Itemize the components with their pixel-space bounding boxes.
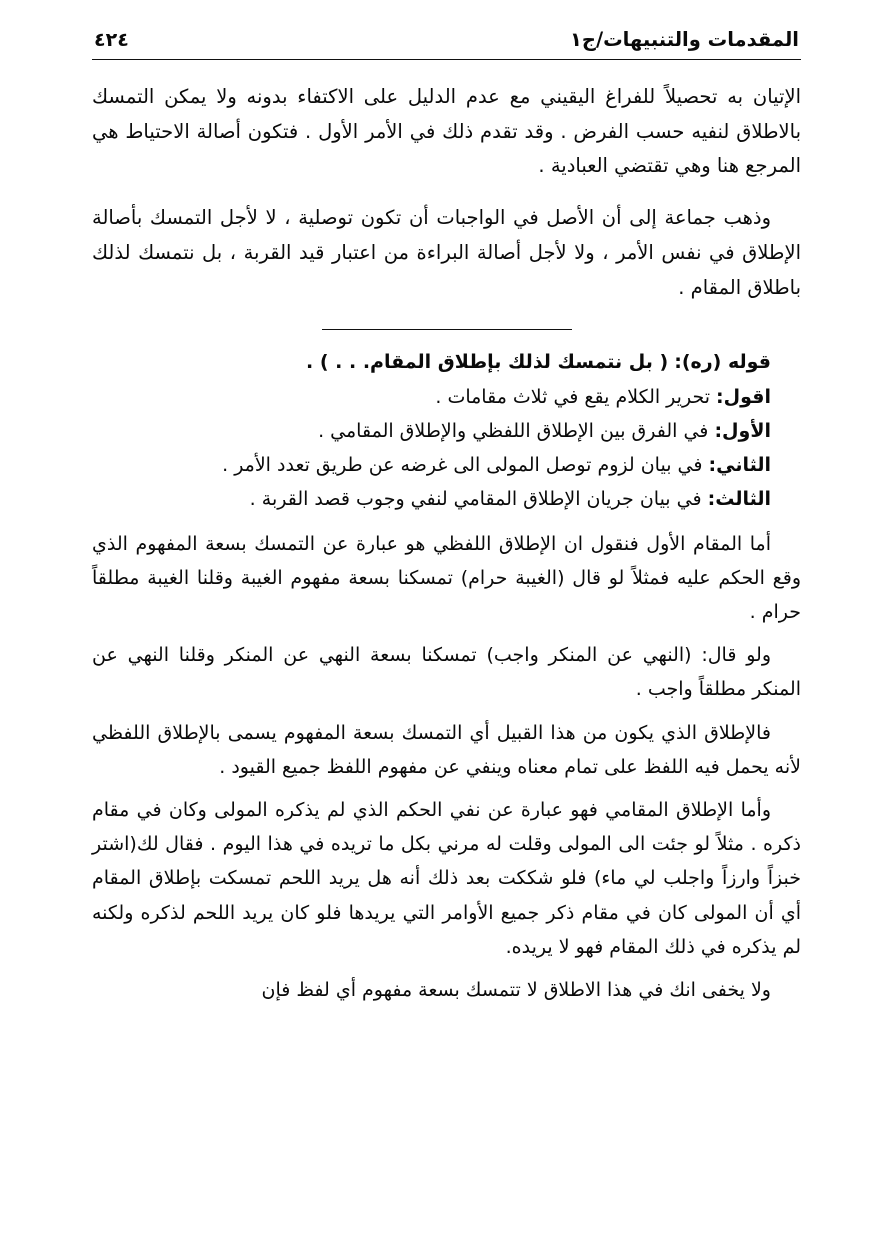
book-title: المقدمات والتنبيهات/ج١ xyxy=(570,28,799,51)
qawl-quote: ( بل نتمسك لذلك بإطلاق المقام. . . ) . xyxy=(306,351,669,374)
point-first xyxy=(92,415,801,449)
commentary-paragraph: ولا يخفى انك في هذا الاطلاق لا تتمسك بسعة مفهوم أي لفظ فإن xyxy=(261,978,771,1001)
section-divider xyxy=(92,329,801,330)
aqul-text: تحرير الكلام يقع في ثلاث مقامات . xyxy=(435,386,710,409)
qawl-line xyxy=(92,346,801,379)
paragraph: وذهب جماعة إلى أن الأصل في الواجبات أن تكون توصلية ، لا لأجل التمسك بأصالة الإطلاق في نفس الأمر ، ولا لأجل أصالة البراءة من اعتبار قيد القربة ، بل نتمسك لذلك باطلاق المقام . xyxy=(92,206,801,299)
point-label: الأول: xyxy=(714,420,771,443)
paragraph: الإتيان به تحصيلاً للفراغ اليقيني مع عدم الدليل على الاكتفاء بدونه ولا يمكن التمسك بالاطلاق لنفيه حسب الفرض . وقد تقدم ذلك في الأمر الأول . فتكون أصالة الاحتياط هي المرجع هنا وهي تقتضي العبادية . xyxy=(92,85,801,178)
point-third xyxy=(92,483,801,517)
commentary-paragraph: وأما الإطلاق المقامي فهو عبارة عن نفي الحكم الذي لم يذكره المولى وكان في مقام ذكره . مثلاً لو جئت الى المولى وقلت له مرني بكل ما تريده في هذا اليوم . فقال لك(اشتر خبزاً وارزاً واجلب لي ماء) فلو شككت بعد ذلك أنه هل يريد اللحم تمسكت بإطلاق المقام أي أن المولى كان في مقام ذكر جميع الأوامر التي يريدها فلو كان يريد اللحم لذكره ولكنه لم يذكره في ذلك المقام فهو لا يريده. xyxy=(92,799,801,958)
aqul-label: اقول: xyxy=(716,386,771,409)
page-number: ٤٢٤ xyxy=(94,29,129,51)
commentary-paragraph: ولو قال: (النهي عن المنكر واجب) تمسكنا بسعة النهي عن المنكر وقلنا النهي عن المنكر مطلقاً واجب . xyxy=(92,644,801,701)
commentary-block xyxy=(92,346,801,1007)
point-label: الثاني: xyxy=(708,454,771,477)
page-header xyxy=(92,28,801,59)
point-label: الثالث: xyxy=(707,487,771,510)
point-second xyxy=(92,449,801,483)
main-text-block xyxy=(92,80,801,305)
point-text: في بيان لزوم توصل المولى الى غرضه عن طريق تعدد الأمر . xyxy=(222,454,703,477)
header-divider xyxy=(92,59,801,60)
point-text: في بيان جريان الإطلاق المقامي لنفي وجوب قصد القربة . xyxy=(249,487,702,510)
aqul-line xyxy=(92,381,801,415)
commentary-paragraph: أما المقام الأول فنقول ان الإطلاق اللفظي هو عبارة عن التمسك بسعة المفهوم الذي وقع الحكم عليه فمثلاً لو قال (الغيبة حرام) تمسكنا بسعة مفهوم الغيبة وقلنا الغيبة مطلقاً حرام . xyxy=(92,532,801,624)
commentary-paragraph: فالإطلاق الذي يكون من هذا القبيل أي التمسك بسعة المفهوم يسمى بالإطلاق اللفظي لأنه يحمل فيه اللفظ على تمام معناه وينفي عن مفهوم اللفظ جميع القيود . xyxy=(92,721,801,778)
qawl-label: قوله (ره): xyxy=(674,351,771,374)
point-text: في الفرق بين الإطلاق اللفظي والإطلاق المقامي . xyxy=(318,420,709,443)
